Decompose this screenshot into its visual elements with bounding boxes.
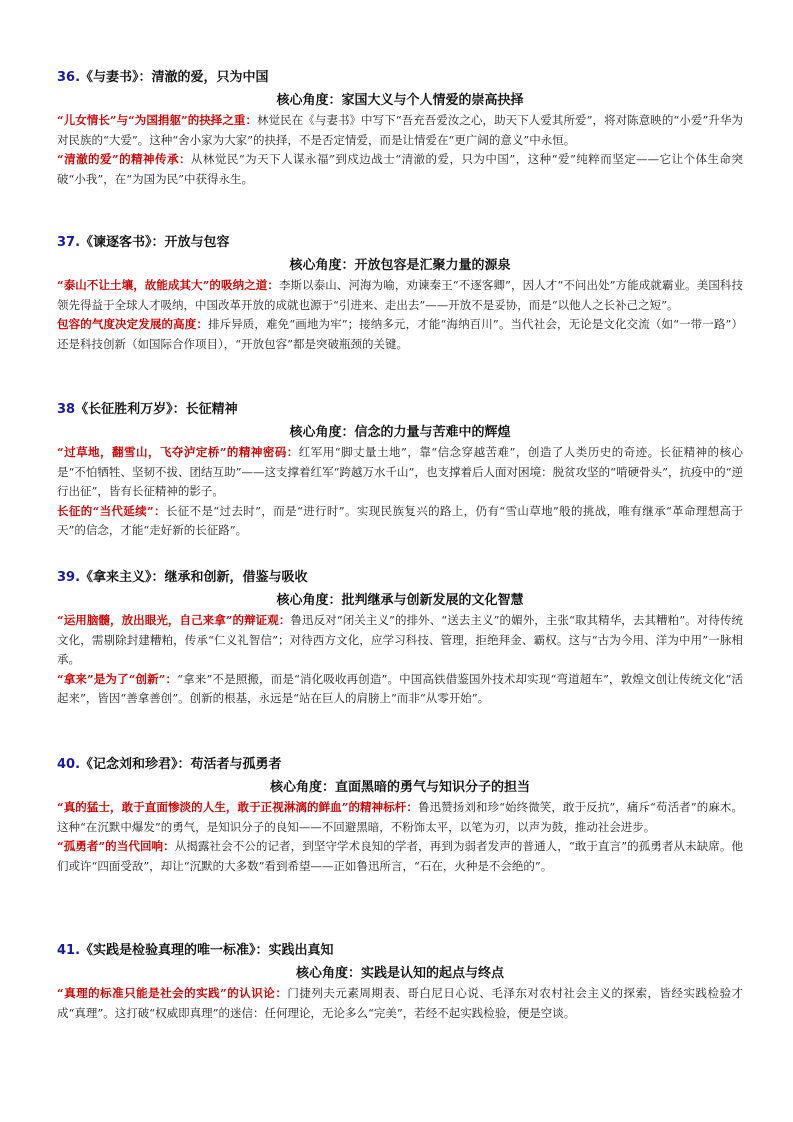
paragraph (57, 150, 743, 189)
paragraph-body: 排斥异质，难免“画地为牢”；接纳多元，才能“海纳百川”。当代社会，无论是文化交流（如“一带一路”）还是科技创新（如国际合作项目），“开放包容”都是突破瓶颈的关键。 (57, 317, 744, 351)
core-angle-heading: 核心角度：实践是认知的起点与终点 (295, 966, 504, 981)
paragraph (57, 315, 743, 354)
core-angle-heading: 核心角度：信念的力量与苦难中的辉煌 (289, 425, 511, 440)
paragraph (57, 798, 743, 837)
paragraph-lead: “过草地，翻雪山，飞夺泸定桥”的精神密码： (57, 445, 299, 459)
section-title-text: 《长征胜利万岁》：长征精神 (75, 402, 238, 417)
section-number: 36. (57, 70, 81, 85)
paragraph (57, 443, 743, 502)
paragraph-body: 从揭露社会不公的记者，到坚守学术良知的学者，再到为弱者发声的普通人，“敢于直言”的孤勇者从未缺席。他们或许“四面受敌”，却让“沉默的大多数”看到希望——正如鲁迅所言，“石在，火种是不会绝的”。 (57, 839, 743, 873)
paragraph-body: 鲁迅反对“闭关主义”的排外、“送去主义”的媚外，主张“取其精华，去其糟粕”。对待传统文化，需剔除封建糟粕，传承“仁义礼智信”；对待西方文化，应学习科技、管理，拒绝拜金、霸权。这与“古为今用、洋为中用”一脉相承。 (57, 613, 743, 666)
section-title-text: 《记念刘和珍君》：苟活者与孤勇者 (80, 757, 282, 772)
paragraph (57, 984, 743, 1023)
paragraph-body: 林觉民在《与妻书》中写下“吾充吾爱汝之心，助天下人爱其所爱”，将对陈意映的“小爱”升华为对民族的“大爱”。这种“舍小家为大家”的抉择，不是否定情爱，而是让情爱在“更广阔的意义”中永恒。 (57, 113, 743, 147)
paragraph-lead: “真理的标准只能是社会的实践”的认识论： (57, 986, 288, 1000)
section-title (57, 568, 743, 588)
paragraph-lead: “拿来”是为了“创新”： (57, 671, 178, 686)
section-title (57, 755, 743, 775)
section-number: 37. (57, 235, 81, 250)
section-title-text: 《拿来主义》：继承和创新，借鉴与吸收 (80, 570, 308, 585)
paragraph-lead: 包容的气度决定发展的高度： (57, 317, 208, 331)
paragraph (57, 111, 743, 150)
paragraph-lead: “泰山不让土壤，故能成其大”的吸纳之道： (57, 278, 279, 292)
paragraph-lead: “真的猛士，敢于直面惨淡的人生，敢于正视淋漓的鲜血”的精神标杆： (57, 800, 418, 814)
paragraph-lead: “孤勇者”的当代回响： (57, 839, 175, 853)
paragraph-lead: “儿女情长”与“为国捐躯”的抉择之重： (57, 113, 258, 127)
paragraph (57, 276, 743, 315)
paragraph-body: 鲁迅赞扬刘和珍“始终微笑，敢于反抗”，痛斥“苟活者”的麻木。这种“在沉默中爆发”的勇气，是知识分子的良知——不回避黑暗，不粉饰太平，以笔为刃，以声为鼓，推动社会进步。 (57, 800, 743, 834)
paragraph-lead: “运用脑髓，放出眼光，自己来拿”的辩证观： (57, 613, 291, 627)
paragraph-lead: 长征的“当代延续”： (57, 503, 166, 518)
section-41 (57, 941, 743, 1023)
section-title (57, 233, 743, 253)
paragraph-body: 门捷列夫元素周期表、哥白尼日心说、毛泽东对农村社会主义的探索，皆经实践检验才成“真理”。这打破“权威即真理”的迷信：任何理论，无论多么“完美”，若经不起实践检验，便是空谈。 (57, 986, 743, 1020)
section-title (57, 941, 743, 961)
paragraph-body: “拿来”不是照搬，而是“消化吸收再创造”。中国高铁借鉴国外技术却实现“弯道超车”，敦煌文创让传统文化“活起来”，皆因“善拿善创”。创新的根基，永远是“站在巨人的肩膀上”而非“从零开始”。 (57, 671, 743, 705)
section-36 (57, 68, 743, 189)
paragraph (57, 611, 743, 670)
paragraph-body: 长征不是“过去时”，而是“进行时”。实现民族复兴的路上，仍有“雪山草地”般的挑战，唯有继承“革命理想高于天”的信念，才能“走好新的长征路”。 (57, 503, 743, 537)
core-angle-heading: 核心角度：直面黑暗的勇气与知识分子的担当 (269, 780, 530, 795)
section-title-text: 《谏逐客书》：开放与包容 (80, 235, 230, 250)
section-37 (57, 233, 743, 354)
section-39 (57, 568, 743, 709)
section-title (57, 400, 743, 420)
core-angle-heading: 核心角度：家国大义与个人情爱的崇高抉择 (276, 93, 524, 108)
section-38 (57, 400, 743, 541)
section-number: 38 (57, 402, 76, 417)
section-number: 41. (57, 943, 81, 958)
paragraph (57, 502, 743, 541)
core-angle-heading: 核心角度：批判继承与创新发展的文化智慧 (276, 593, 524, 608)
section-40 (57, 755, 743, 876)
paragraph (57, 837, 743, 876)
paragraph-body: 红军用“脚丈量土地”，靠“信念穿越苦难”，创造了人类历史的奇迹。长征精神的核心是“不怕牺牲、坚韧不拔、团结互助”——这支撑着红军“跨越万水千山”，也支撑着后人面对困境：脱贫攻坚的“啃硬骨头”，抗疫中的“逆行出征”，皆有长征精神的影子。 (57, 445, 744, 498)
section-number: 40. (57, 757, 81, 772)
section-title-text: 《与妻书》：清澈的爱，只为中国 (80, 70, 269, 85)
core-angle-heading: 核心角度：开放包容是汇聚力量的源泉 (289, 258, 511, 273)
section-title-text: 《实践是检验真理的唯一标准》：实践出真知 (80, 943, 334, 958)
section-title (57, 68, 743, 88)
paragraph-body: 从林觉民“为天下人谋永福”到戍边战士“清澈的爱，只为中国”，这种“爱”纯粹而坚定——它让个体生命突破“小我”，在“为国为民”中获得永生。 (57, 152, 743, 186)
paragraph-lead: “清澈的爱”的精神传承： (57, 152, 191, 166)
paragraph (57, 670, 743, 709)
paragraph-body: 李斯以泰山、河海为喻，劝谏秦王“不逐客卿”，因人才“不问出处”方能成就霸业。美国科技领先得益于全球人才吸纳，中国改革开放的成就也源于“引进来、走出去”——开放不是妥协，而是“以他人之长补己之短”。 (57, 278, 743, 312)
section-number: 39. (57, 570, 81, 585)
